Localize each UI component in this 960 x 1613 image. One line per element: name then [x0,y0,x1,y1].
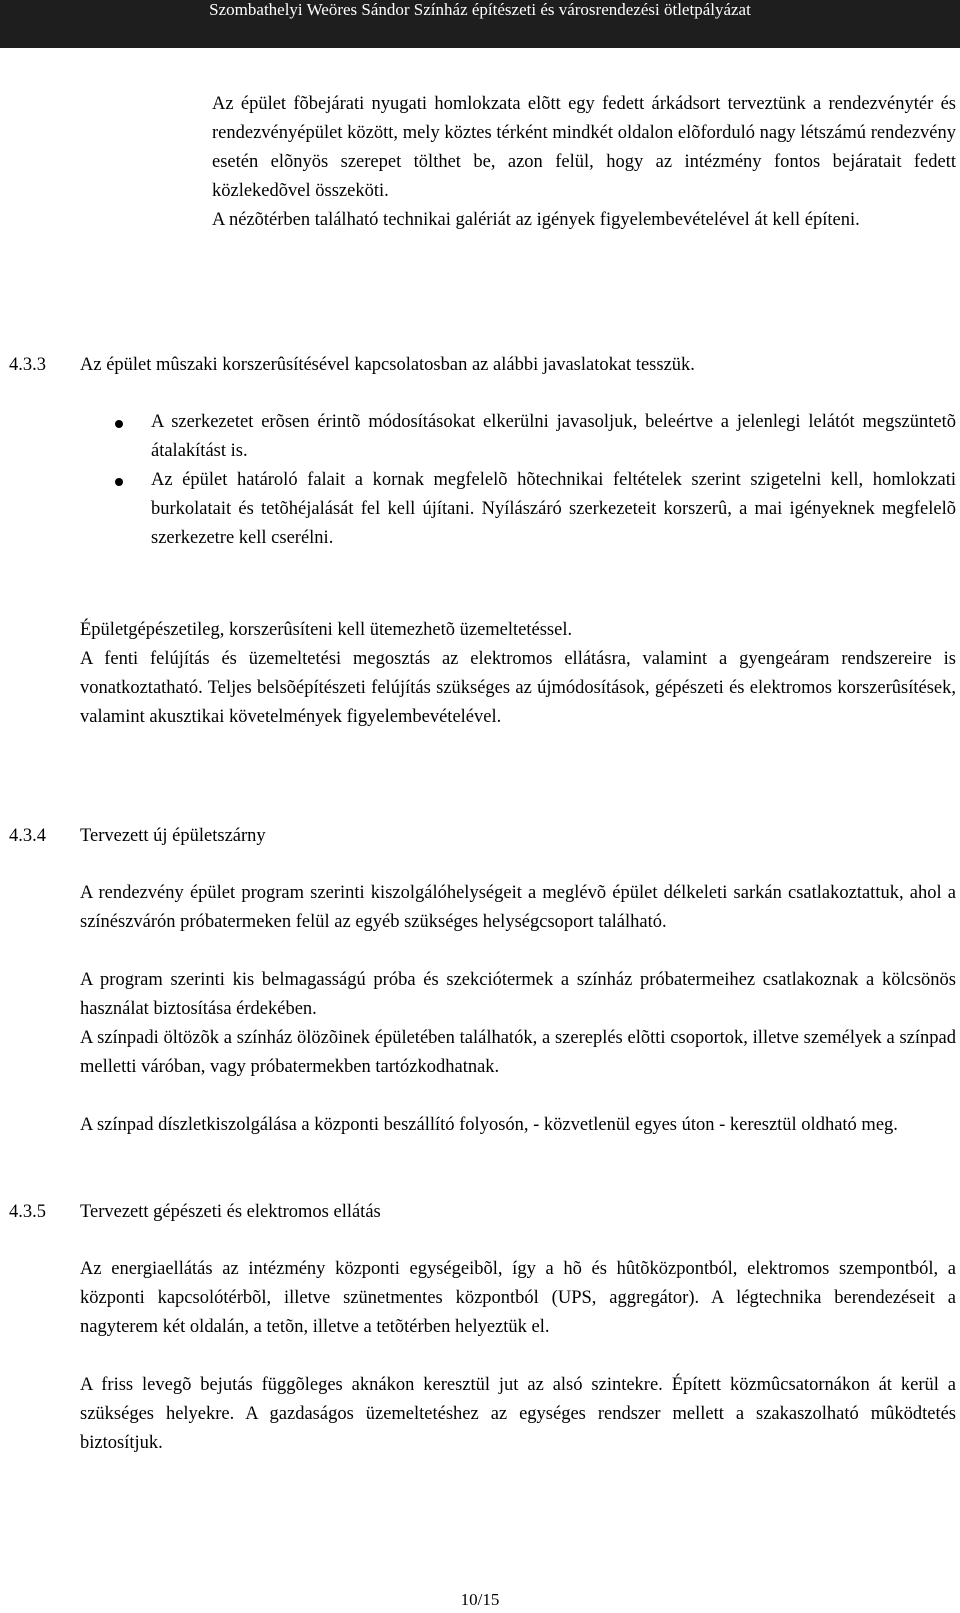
bullet-icon [115,420,123,428]
section-number-4-3-5: 4.3.5 [9,1202,46,1222]
section-4-3-5-paragraph-2: A friss levegõ bejutás függõleges aknákon keresztül jut az alsó szintekre. Épített közmûcsatornákon át kerül a szükséges helyekre. A gazdaságos üzemeltetéshez az egységes rendszer mellett a szakaszolható mûködtetés biztosítjuk. [80,1375,956,1453]
bullet-item-1 [115,408,956,466]
intro-paragraph-1: Az épület fõbejárati nyugati homlokzata elõtt egy fedett árkádsort terveztünk a rendezvénytér és rendezvényépület között, mely köztes térként mindkét oldalon elõforduló nagy létszámú rendezvény esetén elõnyös szerepet tölthet be, azon felül, hogy az intézmény fontos bejáratait fedett közlekedõvel összeköti. [212,94,956,201]
section-title-4-3-4: Tervezett új épületszárny [80,826,266,846]
section-4-3-5-paragraph-1: Az energiaellátás az intézmény központi egységeibõl, így a hõ és hûtõközpontból, elektromos szempontból, a központi kapcsolótérbõl, illetve szünetmentes központból (UPS, aggregátor). A légtechnika berendezéseit a nagyterem két oldalán, a tetõn, illetve a tetõtérben helyeztük el. [80,1259,956,1337]
section-4-3-3-paragraph-1: Épületgépészetileg, korszerûsíteni kell ütemezhetõ üzemeltetéssel. [80,620,573,640]
page-number: 10/15 [460,1590,500,1609]
section-4-3-4-paragraph-3: A színpadi öltözõk a színház ölözõinek épületében találhatók, a szereplés elõtti csoportok, illetve személyek a színpad melletti váróban, vagy próbatermekben tartózkodhatnak. [80,1028,956,1077]
document-header [0,0,960,48]
section-4-3-4-paragraph-4: A színpad díszletkiszolgálása a központi beszállító folyosón, - közvetlenül egyes úton - keresztül oldható meg. [80,1115,898,1135]
bullet-list [115,408,956,553]
section-4-3-4-paragraph-2: A program szerinti kis belmagasságú próba és szekciótermek a színház próbatermeihez csatlakoznak a kölcsönös használat biztosítása érdekében. [80,970,956,1019]
section-4-3-3-paragraph-2: A fenti felújítás és üzemeltetési megosztás az elektromos ellátásra, valamint a gyengeáram rendszereire is vonatkoztatható. Teljes belsõépítészeti felújítás szükséges az újmódosítások, gépészeti és elektromos korszerûsítések, valamint akusztikai követelmények figyelembevételével. [80,649,956,727]
section-title-4-3-5: Tervezett gépészeti és elektromos ellátás [80,1202,381,1222]
section-number-4-3-3: 4.3.3 [9,355,46,375]
bullet-item-2-text: Az épület határoló falait a kornak megfelelõ hõtechnikai feltételek szerint szigetelni kell, homlokzati burkolatait és tetõhéjalását fel kell újítani. Nyílászáró szerkezeteit korszerû, a mai igényeknek megfelelõ szerkezetre kell cserélni. [151,470,956,548]
bullet-item-2 [115,466,956,553]
document-header-title: Szombathelyi Weöres Sándor Színház építészeti és városrendezési ötletpályázat [209,0,751,19]
bullet-icon [115,478,123,486]
section-number-4-3-4: 4.3.4 [9,826,46,846]
bullet-item-1-text: A szerkezetet erõsen érintõ módosításokat elkerülni javasoljuk, beleértve a jelenlegi lelátót megszüntetõ átalakítást is. [151,412,956,461]
intro-paragraph-2: A nézõtérben található technikai galériát az igények figyelembevételével át kell építeni. [212,210,860,230]
section-4-3-4-paragraph-1: A rendezvény épület program szerinti kiszolgálóhelységeit a meglévõ épület délkeleti sarkán csatlakoztattuk, ahol a színészvárón próbatermeken felül az egyéb szükséges helységcsoport található. [80,883,956,932]
section-title-4-3-3: Az épület mûszaki korszerûsítésével kapcsolatosban az alábbi javaslatokat tesszük. [80,355,695,375]
